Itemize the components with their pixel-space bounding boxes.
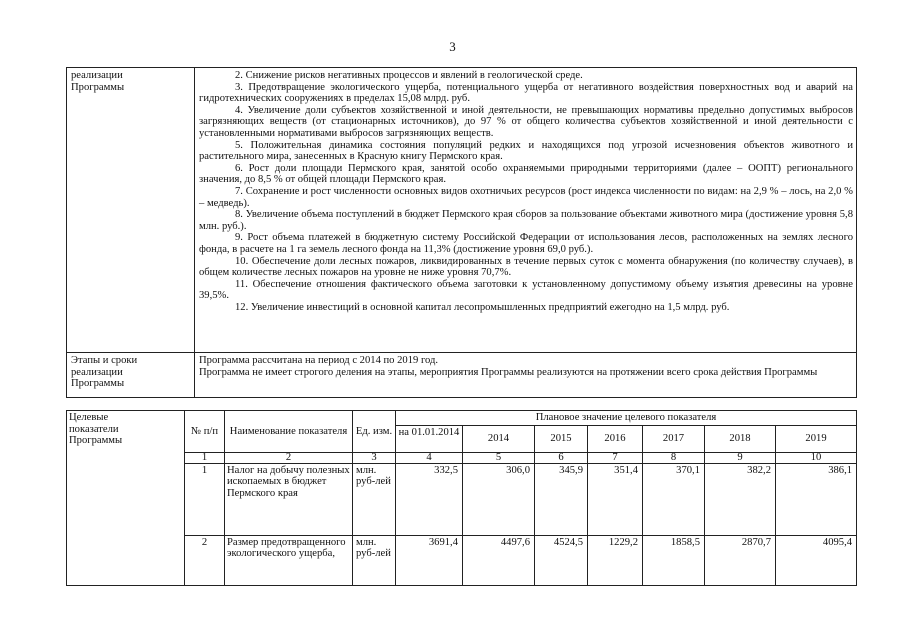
- column-number: 4: [396, 452, 463, 463]
- column-number: 8: [643, 452, 705, 463]
- column-number: 9: [705, 452, 776, 463]
- stages-label-line2: реализации: [71, 366, 123, 378]
- indicator-value: 4095,4: [776, 535, 857, 585]
- goals-content-cell: [195, 68, 857, 353]
- col-header-unit: Ед. изм.: [353, 411, 396, 453]
- indicators-label-cell: [67, 411, 185, 586]
- goals-label-line2: Программы: [71, 81, 125, 93]
- goal-item: 9. Рост объема платежей в бюджетную систему Российской Федерации от использования лесов, расположенных на землях лесного фонда, в расчете на 1 га земель лесного фонда на 11,3% (достижение уровня 69,0 руб.).: [199, 232, 853, 255]
- column-number: 6: [535, 452, 588, 463]
- indicator-value: 332,5: [396, 463, 463, 535]
- column-number: 5: [463, 452, 535, 463]
- stages-label-cell: [67, 353, 195, 398]
- table-row: [67, 535, 857, 585]
- column-number: 1: [185, 452, 225, 463]
- indicator-unit: млн. руб-лей: [353, 463, 396, 535]
- indicator-value: 4524,5: [535, 535, 588, 585]
- indicator-name: Размер предотвращенного экологического ущерба,: [225, 535, 353, 585]
- col-header-name: Наименование показателя: [225, 411, 353, 453]
- col-header-plan: Плановое значение целевого показателя: [396, 411, 857, 426]
- indicator-value: 345,9: [535, 463, 588, 535]
- goal-item: 11. Обеспечение отношения фактического объема заготовки к установленному допустимому объему изъятия древесины на уровне 39,5%.: [199, 278, 853, 302]
- indicators-label-line1: Целевые: [69, 412, 109, 423]
- column-number: 2: [225, 452, 353, 463]
- year-header: 2016: [588, 425, 643, 452]
- stages-label-line1: Этапы и сроки: [71, 355, 138, 366]
- stages-label-line3: Программы: [71, 378, 125, 390]
- goals-row: [67, 68, 857, 353]
- col-header-num: № п/п: [185, 411, 225, 453]
- goal-item: 10. Обеспечение доли лесных пожаров, ликвидированных в течение первых суток с момента обнаружения (по количеству случаев), в общем количестве лесных пожаров на уровне не ниже уровня 70,7%.: [199, 255, 853, 279]
- stages-line2: Программа не имеет строгого деления на этапы, мероприятия Программы реализуются на протяжении всего срока действия Программы: [199, 366, 818, 378]
- year-header: 2018: [705, 425, 776, 452]
- year-header: 2015: [535, 425, 588, 452]
- year-header: 2017: [643, 425, 705, 452]
- column-number: 3: [353, 452, 396, 463]
- column-number: 10: [776, 452, 857, 463]
- stages-content-cell: [195, 353, 857, 398]
- goal-item: 7. Сохранение и рост численности основных видов охотничьих ресурсов (рост индекса численности по видам: на 2,9 % – лось, на 2,0 % – медведь).: [199, 185, 853, 209]
- indicator-unit: млн. руб-лей: [353, 535, 396, 585]
- indicator-value: 306,0: [463, 463, 535, 535]
- goal-item: 4. Увеличение доли субъектов хозяйственной и иной деятельности, не превышающих нормативы предельно допустимых выбросов загрязняющих веществ (от стационарных источников), до 97 % от общего количества субъектов хозяйственной и иной деятельности с установленными нормативами выбросов загрязняющих веществ.: [199, 104, 853, 139]
- target-indicators-table: [66, 410, 857, 586]
- indicator-value: 386,1: [776, 463, 857, 535]
- column-number: 7: [588, 452, 643, 463]
- indicator-value: 1858,5: [643, 535, 705, 585]
- indicator-value: 4497,6: [463, 535, 535, 585]
- goal-item: 3. Предотвращение экологического ущерба, потенциального ущерба от негативного воздействия поверхностных вод и аварий на гидротехнических сооружениях в пределах 15,08 млрд. руб.: [199, 81, 853, 105]
- indicators-label-line2: показатели: [69, 423, 119, 435]
- indicator-value: 2870,7: [705, 535, 776, 585]
- column-numbers-row: [67, 452, 857, 463]
- indicator-value: 351,4: [588, 463, 643, 535]
- indicator-value: 382,2: [705, 463, 776, 535]
- stages-row: [67, 353, 857, 398]
- indicators-label-line3: Программы: [69, 435, 123, 447]
- row-number: 1: [185, 463, 225, 535]
- program-passport-table: [66, 67, 857, 398]
- indicator-value: 1229,2: [588, 535, 643, 585]
- goal-item: 2. Снижение рисков негативных процессов и явлений в геологической среде.: [235, 70, 583, 81]
- year-header: 2014: [463, 425, 535, 452]
- indicators-header-row: [67, 411, 857, 426]
- goal-item: 8. Увеличение объема поступлений в бюджет Пермского края сборов за пользование объектами животного мира (достижение уровня 5,8 млн. руб.).: [199, 209, 853, 232]
- indicator-value: 3691,4: [396, 535, 463, 585]
- goals-label-cell: [67, 68, 195, 353]
- table-row: [67, 463, 857, 535]
- goal-item: 12. Увеличение инвестиций в основной капитал лесопромышленных предприятий ежегодно на 1,5 млрд. руб.: [235, 301, 730, 313]
- year-header: 2019: [776, 425, 857, 452]
- goal-item: 6. Рост доли площади Пермского края, занятой особо охраняемыми природными территориями (далее – ООПТ) регионального значения, до 8,5 % от общей площади Пермского края.: [199, 162, 853, 186]
- stages-line1: Программа рассчитана на период с 2014 по 2019 год.: [199, 355, 439, 366]
- goal-item: 5. Положительная динамика состояния популяций редких и находящихся под угрозой исчезновения объектов животного и растительного мира, занесенных в Красную книгу Пермского края.: [199, 139, 853, 163]
- indicator-value: 370,1: [643, 463, 705, 535]
- page-number: 3: [449, 39, 456, 54]
- indicator-name: Налог на добычу полезных ископаемых в бюджет Пермского края: [225, 463, 353, 535]
- year-header: на 01.01.2014: [396, 425, 463, 452]
- goals-label-line1: реализации: [71, 70, 123, 81]
- row-number: 2: [185, 535, 225, 585]
